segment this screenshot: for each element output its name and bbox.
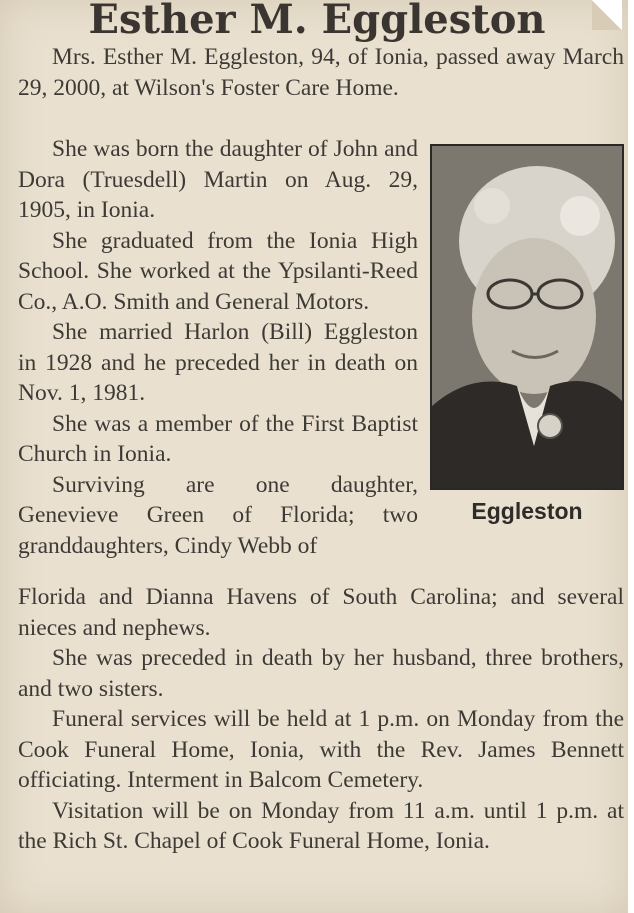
bottom-paragraph-block [18, 582, 624, 857]
paragraph-survivors-start: Surviving are one daughter, Genevieve Green of Florida; two granddaughters, Cindy Webb of [18, 471, 418, 559]
paragraph-education-work: She graduated from the Ionia High School. She worked at the Ypsilanti-Reed Co., A.O. Smith and General Motors. [18, 227, 418, 315]
paragraph-survivors-end: Florida and Dianna Havens of South Carolina; and several nieces and nephews. [18, 584, 624, 641]
paragraph-marriage: She married Harlon (Bill) Eggleston in 1928 and he preceded her in death on Nov. 1, 1981. [18, 319, 418, 406]
paragraph-birth: She was born the daughter of John and Dora (Truesdell) Martin on Aug. 29, 1905, in Ionia. [18, 136, 418, 223]
photo-caption: Eggleston [471, 498, 583, 524]
paragraph-visitation: Visitation will be on Monday from 11 a.m. until 1 p.m. at the Rich St. Chapel of Cook Funeral Home, Ionia. [18, 797, 624, 854]
paragraph-funeral: Funeral services will be held at 1 p.m. on Monday from the Cook Funeral Home, Ionia, with the Rev. James Bennett officiating. Interment in Balcom Cemetery. [18, 706, 624, 793]
paragraph-death-notice: Mrs. Esther M. Eggleston, 94, of Ionia, passed away March 29, 2000, at Wilson's Foster Care Home. [18, 44, 624, 101]
lead-paragraph-block [18, 42, 624, 103]
portrait-photo [430, 144, 624, 490]
paragraph-preceded: She was preceded in death by her husband, three brothers, and two sisters. [18, 645, 624, 702]
obituary-headline: Esther M. Eggleston [88, 0, 546, 43]
paragraph-church: She was a member of the First Baptist Church in Ionia. [18, 410, 418, 467]
portrait-illustration [432, 146, 622, 488]
column-paragraph-block [18, 134, 418, 561]
